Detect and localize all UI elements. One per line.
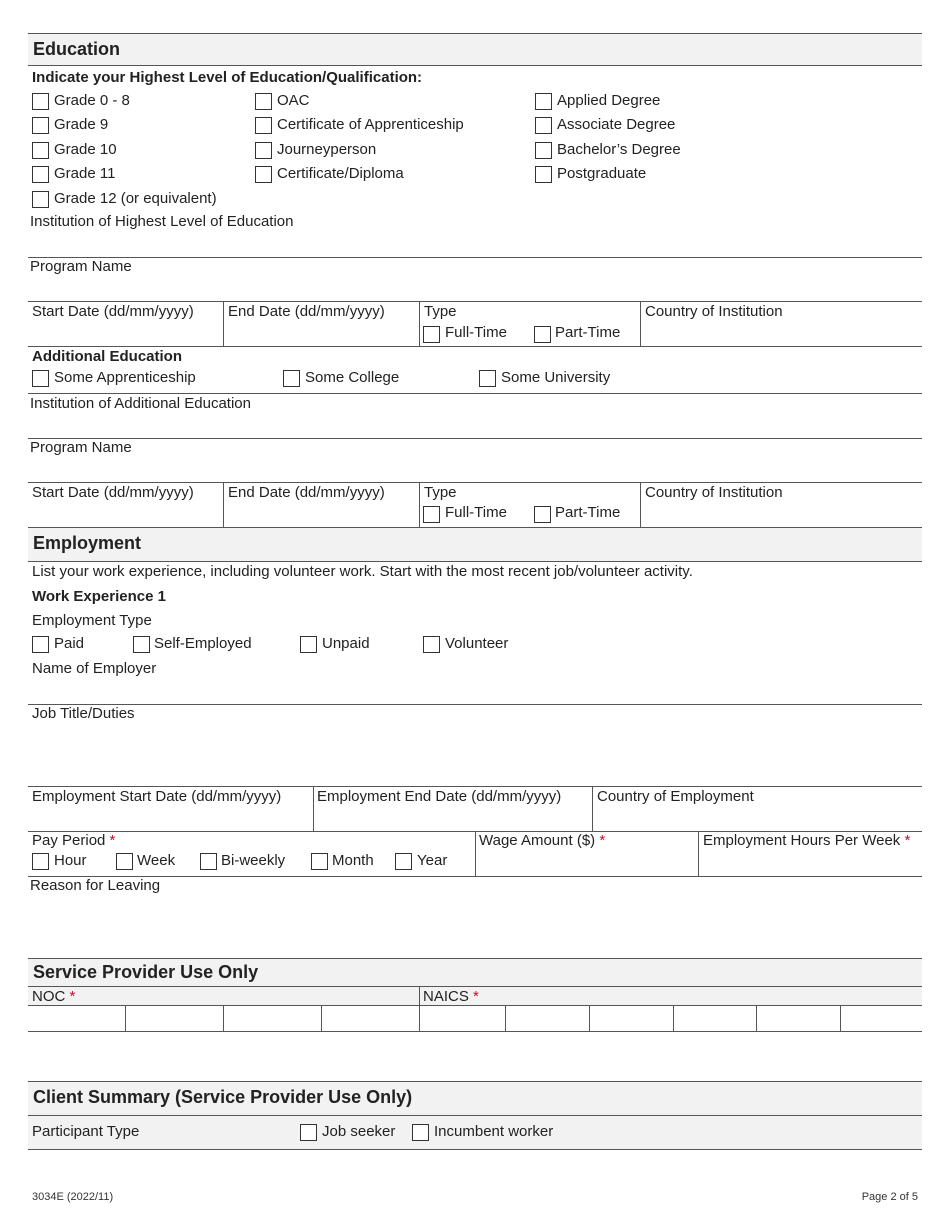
- additional-part-time-label: Part-Time: [555, 504, 621, 521]
- country-field[interactable]: [641, 322, 922, 346]
- certificate-diploma-label: Certificate/Diploma: [277, 165, 404, 182]
- institution-field[interactable]: [28, 232, 922, 256]
- page-number: Page 2 of 5: [861, 1191, 918, 1203]
- grade-12-label: Grade 12 (or equivalent): [54, 190, 217, 207]
- checkbox-week[interactable]: [116, 853, 133, 870]
- grade-9-label: Grade 9: [54, 116, 109, 133]
- noc-label: NOC *: [32, 988, 76, 1005]
- part-time-label: Part-Time: [555, 324, 621, 341]
- additional-program-name-label: Program Name: [30, 439, 132, 456]
- education-header: [28, 33, 922, 66]
- checkbox-grade-11[interactable]: [32, 166, 49, 183]
- checkbox-applied-degree[interactable]: [535, 93, 552, 110]
- checkbox-bi-weekly[interactable]: [200, 853, 217, 870]
- additional-full-time-label: Full-Time: [445, 504, 507, 521]
- employment-title: Employment: [33, 533, 142, 553]
- some-apprenticeship-label: Some Apprenticeship: [54, 369, 196, 386]
- checkbox-full-time[interactable]: [423, 326, 440, 343]
- postgraduate-label: Postgraduate: [557, 165, 647, 182]
- pay-period-label: Pay Period *: [32, 832, 116, 849]
- additional-start-date-label: Start Date (dd/mm/yyyy): [32, 484, 194, 501]
- grade-0-8-label: Grade 0 - 8: [54, 92, 130, 109]
- paid-label: Paid: [54, 635, 85, 652]
- some-university-label: Some University: [501, 369, 611, 386]
- cert-apprenticeship-label: Certificate of Apprenticeship: [277, 116, 464, 133]
- form-code: 3034E (2022/11): [32, 1191, 114, 1203]
- naics-field[interactable]: [420, 1005, 922, 1031]
- client-summary-header: [28, 1081, 922, 1116]
- employment-instructions: List your work experience, including volunteer work. Start with the most recent job/volunteer activity.: [32, 563, 693, 580]
- applied-degree-label: Applied Degree: [557, 92, 661, 109]
- additional-start-date-field[interactable]: [28, 503, 223, 527]
- employment-type-label: Employment Type: [32, 612, 152, 629]
- additional-education-label: Additional Education: [32, 348, 182, 365]
- client-summary-title: Client Summary (Service Provider Use Only): [33, 1087, 413, 1107]
- incumbent-worker-label: Incumbent worker: [434, 1123, 554, 1140]
- checkbox-associate-degree[interactable]: [535, 117, 552, 134]
- additional-country-field[interactable]: [641, 503, 922, 527]
- checkbox-certificate-diploma[interactable]: [255, 166, 272, 183]
- end-date-field[interactable]: [224, 322, 419, 346]
- week-label: Week: [137, 852, 176, 869]
- checkbox-some-apprenticeship[interactable]: [32, 370, 49, 387]
- service-provider-header: [28, 958, 922, 987]
- grade-10-label: Grade 10: [54, 141, 117, 158]
- employment-start-date-label: Employment Start Date (dd/mm/yyyy): [32, 788, 282, 805]
- employer-name-label: Name of Employer: [32, 660, 157, 677]
- additional-end-date-field[interactable]: [224, 503, 419, 527]
- country-label: Country of Institution: [645, 303, 783, 320]
- checkbox-grade-12[interactable]: [32, 191, 49, 208]
- required-mark: *: [473, 988, 479, 1005]
- checkbox-journeyperson[interactable]: [255, 142, 272, 159]
- reason-for-leaving-field[interactable]: [28, 897, 922, 957]
- job-seeker-label: Job seeker: [322, 1123, 396, 1140]
- employer-name-field[interactable]: [28, 680, 922, 704]
- grade-11-label: Grade 11: [54, 165, 116, 182]
- employment-end-date-field[interactable]: [314, 808, 592, 831]
- checkbox-cert-apprenticeship[interactable]: [255, 117, 272, 134]
- checkbox-unpaid[interactable]: [300, 636, 317, 653]
- required-mark: *: [109, 832, 116, 849]
- additional-country-label: Country of Institution: [645, 484, 783, 501]
- type-label: Type: [424, 303, 457, 320]
- required-mark: *: [904, 832, 911, 849]
- required-mark: *: [599, 832, 606, 849]
- volunteer-label: Volunteer: [445, 635, 509, 652]
- employment-country-label: Country of Employment: [597, 788, 754, 805]
- hour-label: Hour: [54, 852, 87, 869]
- participant-type-label: Participant Type: [32, 1123, 140, 1140]
- checkbox-bachelors-degree[interactable]: [535, 142, 552, 159]
- checkbox-self-employed[interactable]: [133, 636, 150, 653]
- associate-degree-label: Associate Degree: [557, 116, 676, 133]
- employment-header: [28, 527, 922, 562]
- bi-weekly-label: Bi-weekly: [221, 852, 286, 869]
- checkbox-postgraduate[interactable]: [535, 166, 552, 183]
- checkbox-grade-9[interactable]: [32, 117, 49, 134]
- naics-label: NAICS *: [423, 988, 479, 1005]
- service-provider-title: Service Provider Use Only: [33, 962, 259, 982]
- unpaid-label: Unpaid: [322, 635, 370, 652]
- wage-amount-field[interactable]: [476, 852, 698, 876]
- checkbox-some-university[interactable]: [479, 370, 496, 387]
- oac-label: OAC: [277, 92, 310, 109]
- reason-for-leaving-label: Reason for Leaving: [30, 877, 161, 894]
- employment-start-date-field[interactable]: [28, 808, 313, 831]
- checkbox-oac[interactable]: [255, 93, 272, 110]
- institution-label: Institution of Highest Level of Education: [30, 213, 294, 230]
- checkbox-incumbent-worker[interactable]: [412, 1124, 429, 1141]
- checkbox-some-college[interactable]: [283, 370, 300, 387]
- checkbox-month[interactable]: [311, 853, 328, 870]
- full-time-label: Full-Time: [445, 324, 507, 341]
- required-mark: *: [69, 988, 76, 1005]
- month-label: Month: [332, 852, 374, 869]
- hours-per-week-field[interactable]: [699, 852, 922, 876]
- checkbox-volunteer[interactable]: [423, 636, 440, 653]
- checkbox-paid[interactable]: [32, 636, 49, 653]
- checkbox-hour[interactable]: [32, 853, 49, 870]
- program-name-field[interactable]: [28, 277, 922, 301]
- additional-end-date-label: End Date (dd/mm/yyyy): [228, 484, 385, 501]
- job-title-field[interactable]: [28, 725, 922, 785]
- additional-institution-label: Institution of Additional Education: [30, 395, 251, 412]
- bachelors-degree-label: Bachelor’s Degree: [557, 141, 681, 158]
- additional-program-name-field[interactable]: [28, 458, 922, 482]
- employment-country-field[interactable]: [593, 808, 922, 831]
- journeyperson-label: Journeyperson: [277, 141, 377, 158]
- start-date-label: Start Date (dd/mm/yyyy): [32, 303, 194, 320]
- checkbox-part-time[interactable]: [534, 326, 551, 343]
- checkbox-job-seeker[interactable]: [300, 1124, 317, 1141]
- self-employed-label: Self-Employed: [154, 635, 252, 652]
- hours-per-week-label: Employment Hours Per Week *: [703, 832, 911, 849]
- education-title: Education: [33, 39, 121, 59]
- checkbox-additional-part-time[interactable]: [534, 506, 551, 523]
- start-date-field[interactable]: [28, 322, 223, 346]
- wage-amount-label: Wage Amount ($) *: [479, 832, 606, 849]
- year-label: Year: [417, 852, 448, 869]
- additional-institution-field[interactable]: [28, 414, 922, 438]
- additional-type-label: Type: [424, 484, 457, 501]
- job-title-label: Job Title/Duties: [32, 705, 135, 722]
- program-name-label: Program Name: [30, 258, 132, 275]
- checkbox-grade-10[interactable]: [32, 142, 49, 159]
- work-experience-title: Work Experience 1: [32, 588, 166, 605]
- checkbox-grade-0-8[interactable]: [32, 93, 49, 110]
- checkbox-year[interactable]: [395, 853, 412, 870]
- some-college-label: Some College: [305, 369, 400, 386]
- checkbox-additional-full-time[interactable]: [423, 506, 440, 523]
- highest-level-label: Indicate your Highest Level of Education/Qualification:: [32, 69, 423, 86]
- end-date-label: End Date (dd/mm/yyyy): [228, 303, 385, 320]
- employment-end-date-label: Employment End Date (dd/mm/yyyy): [317, 788, 562, 805]
